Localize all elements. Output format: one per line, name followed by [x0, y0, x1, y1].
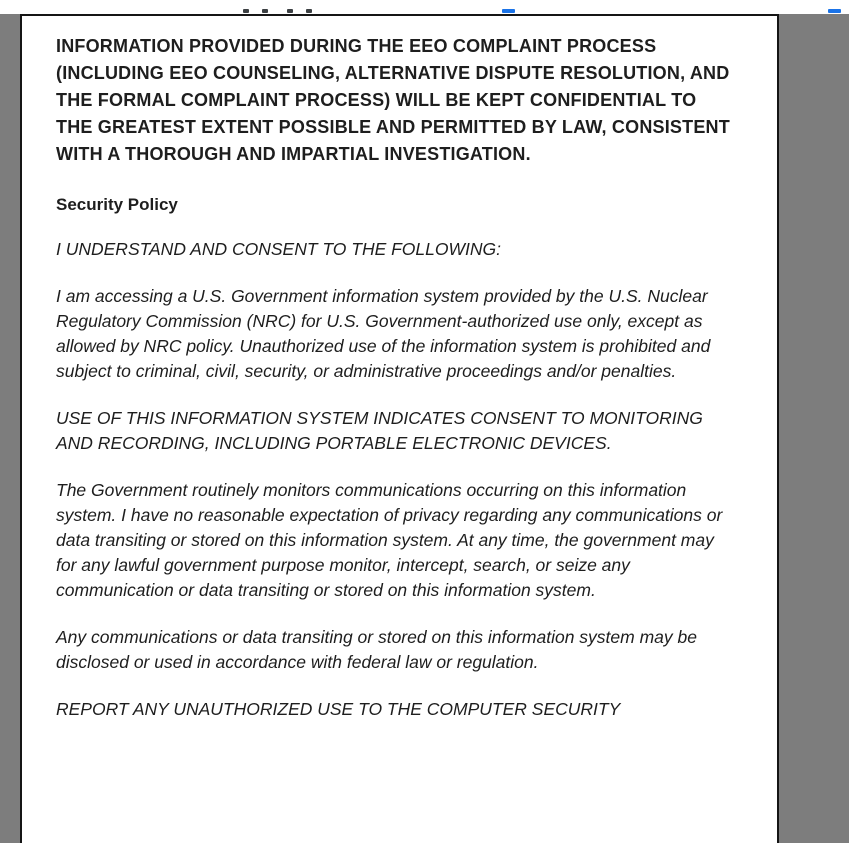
document-content: [22, 16, 777, 722]
clipped-text-fragment: [306, 9, 312, 13]
policy-paragraph-disclosure: Any communications or data transiting or stored on this information system may be disclosed or used in accordance with federal law or regulation.: [56, 627, 697, 672]
confidentiality-notice: INFORMATION PROVIDED DURING THE EEO COMPLAINT PROCESS (INCLUDING EEO COUNSELING, ALTERNATIVE DISPUTE RESOLUTION, AND THE FORMAL COMPLAINT PROCESS) WILL BE KEPT CONFIDENTIAL TO THE GREATEST EXTENT POSSIBLE AND PERMITTED BY LAW, CONSISTENT WITH A THOROUGH AND IMPARTIAL INVESTIGATION.: [56, 36, 730, 164]
clipped-text-fragment: [243, 9, 249, 13]
security-policy-heading: Security Policy: [56, 195, 178, 214]
link-fragment[interactable]: [828, 9, 841, 13]
policy-paragraph-monitoring-consent: USE OF THIS INFORMATION SYSTEM INDICATES CONSENT TO MONITORING AND RECORDING, INCLUDING PORTABLE ELECTRONIC DEVICES.: [56, 408, 703, 453]
link-fragment[interactable]: [502, 9, 515, 13]
clipped-text-fragment: [287, 9, 293, 13]
policy-paragraph-report: REPORT ANY UNAUTHORIZED USE TO THE COMPUTER SECURITY: [56, 699, 621, 719]
clipped-text-fragment: [262, 9, 268, 13]
consent-intro: I UNDERSTAND AND CONSENT TO THE FOLLOWING:: [56, 239, 501, 259]
clipped-header-strip: [0, 0, 849, 14]
document-page: [20, 14, 779, 843]
policy-paragraph-routine-monitoring: The Government routinely monitors communications occurring on this information system. I have no reasonable expectation of privacy regarding any communications or data transiting or stored on this information system. At any time, the government may for any lawful government purpose monitor, intercept, search, or seize any communication or data transiting or stored on this information system.: [56, 480, 723, 600]
policy-paragraph-access: I am accessing a U.S. Government information system provided by the U.S. Nuclear Regulatory Commission (NRC) for U.S. Government-authorized use only, except as allowed by NRC policy. Unauthorized use of the information system is prohibited and subject to criminal, civil, security, or administrative proceedings and/or penalties.: [56, 286, 711, 381]
